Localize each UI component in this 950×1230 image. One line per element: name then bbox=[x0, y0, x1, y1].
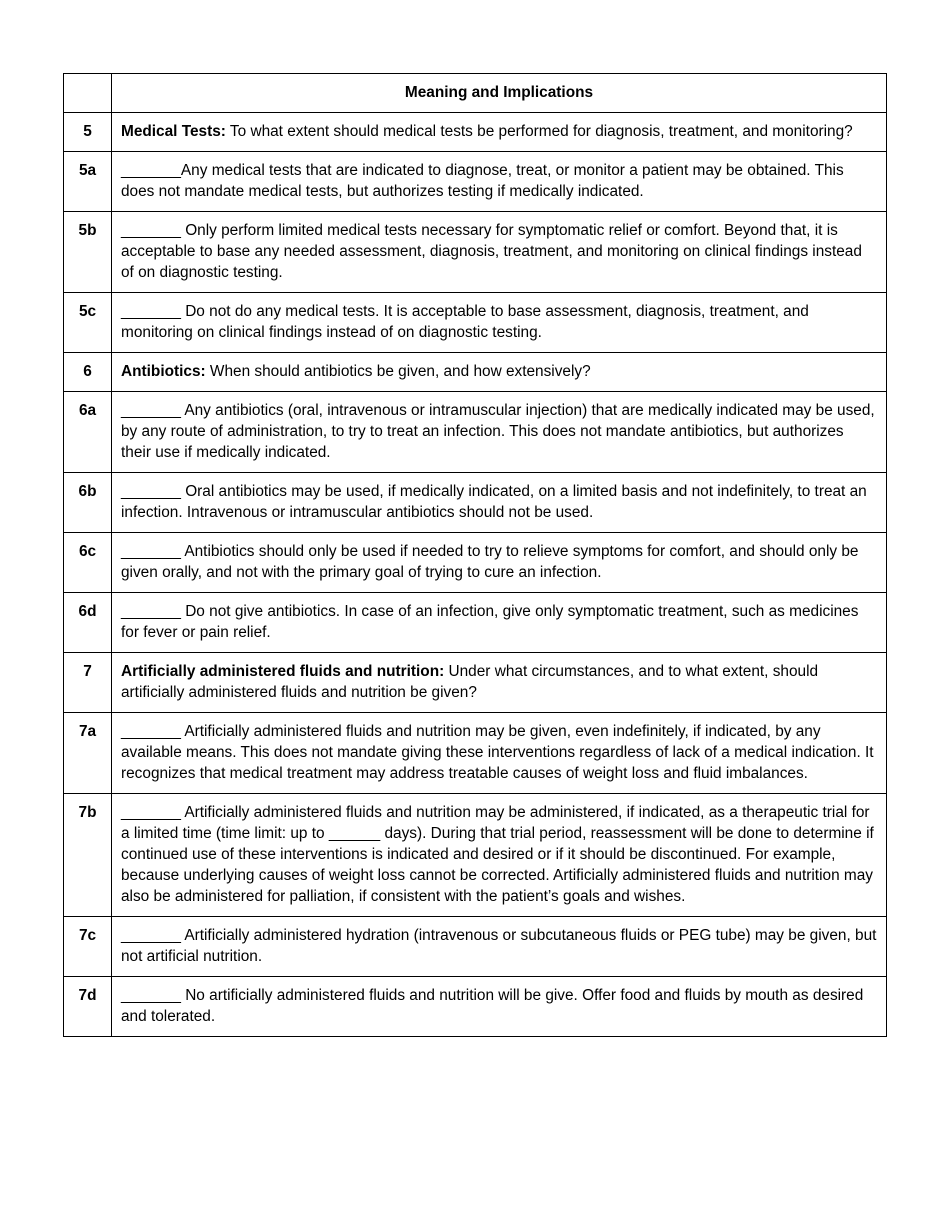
row-lead: Artificially administered fluids and nutrition: bbox=[121, 663, 445, 680]
row-text: When should antibiotics be given, and how extensively? bbox=[205, 363, 591, 380]
row-lead: Antibiotics: bbox=[121, 363, 206, 380]
row-number: 6a bbox=[64, 392, 112, 473]
row-number: 6b bbox=[64, 473, 112, 533]
row-text: _______ No artificially administered fluids and nutrition will be give. Offer food and fluids by mouth as desired and tolerated. bbox=[121, 987, 864, 1025]
row-text-cell bbox=[112, 533, 887, 593]
table-row bbox=[64, 353, 887, 392]
row-text: _______ Only perform limited medical tests necessary for symptomatic relief or comfort. Beyond that, it is acceptable to base any needed assessment, diagnosis, treatment, and monitoring on clinical findings instead of on diagnostic testing. bbox=[121, 222, 862, 281]
row-text-cell bbox=[112, 917, 887, 977]
row-text-cell bbox=[112, 293, 887, 353]
row-text: _______Any medical tests that are indicated to diagnose, treat, or monitor a patient may be obtained. This does not mandate medical tests, but authorizes testing if medically indicated. bbox=[121, 162, 844, 200]
table-row bbox=[64, 113, 887, 152]
row-text-cell bbox=[112, 593, 887, 653]
row-text: _______ Do not do any medical tests. It is acceptable to base assessment, diagnosis, treatment, and monitoring on clinical findings instead of on diagnostic testing. bbox=[121, 303, 809, 341]
table-row bbox=[64, 794, 887, 917]
table-row bbox=[64, 533, 887, 593]
row-text-cell bbox=[112, 212, 887, 293]
row-number: 5b bbox=[64, 212, 112, 293]
row-text: _______ Artificially administered fluids and nutrition may be given, even indefinitely, if indicated, by any available means. This does not mandate giving these interventions regardless of lack of a medical indication. It recognizes that medical treatment may address treatable causes of weight loss and fluid imbalances. bbox=[121, 723, 874, 782]
row-text: _______ Antibiotics should only be used if needed to try to relieve symptoms for comfort, and should only be given orally, and not with the primary goal of trying to cure an infection. bbox=[121, 543, 859, 581]
row-number: 7c bbox=[64, 917, 112, 977]
table-row bbox=[64, 713, 887, 794]
table-header-row bbox=[64, 74, 887, 113]
row-text-cell bbox=[112, 392, 887, 473]
row-text: _______ Artificially administered fluids and nutrition may be administered, if indicated, as a therapeutic trial for a limited time (time limit: up to ______ days). During that trial period, reassessment will be done to determine if continued use of these interventions is indicated and desired or if it should be discontinued. For example, because underlying causes of weight loss cannot be corrected. Artificially administered fluids and nutrition may also be administered for palliation, if consistent with the patient’s goals and wishes. bbox=[121, 804, 874, 905]
row-number: 5c bbox=[64, 293, 112, 353]
table-row bbox=[64, 293, 887, 353]
row-number: 7d bbox=[64, 977, 112, 1037]
row-text: _______ Oral antibiotics may be used, if medically indicated, on a limited basis and not indefinitely, to treat an infection. Intravenous or intramuscular antibiotics should not be used. bbox=[121, 483, 867, 521]
row-number: 6 bbox=[64, 353, 112, 392]
row-text-cell bbox=[112, 794, 887, 917]
row-number: 6c bbox=[64, 533, 112, 593]
row-text-cell bbox=[112, 473, 887, 533]
row-text-cell bbox=[112, 977, 887, 1037]
header-title-cell: Meaning and Implications bbox=[112, 74, 887, 113]
table-row bbox=[64, 212, 887, 293]
row-text-cell bbox=[112, 152, 887, 212]
row-lead: Medical Tests: bbox=[121, 123, 226, 140]
row-text: _______ Any antibiotics (oral, intravenous or intramuscular injection) that are medically indicated may be used, by any route of administration, to try to treat an infection. This does not mandate antibiotics, but authorizes their use if medically indicated. bbox=[121, 402, 875, 461]
table-row bbox=[64, 392, 887, 473]
row-text-cell bbox=[112, 653, 887, 713]
row-number: 7b bbox=[64, 794, 112, 917]
table-row bbox=[64, 593, 887, 653]
table-row bbox=[64, 473, 887, 533]
row-text: _______ Artificially administered hydration (intravenous or subcutaneous fluids or PEG tube) may be given, but not artificial nutrition. bbox=[121, 927, 877, 965]
row-text-cell bbox=[112, 713, 887, 794]
table-row bbox=[64, 653, 887, 713]
row-number: 7a bbox=[64, 713, 112, 794]
row-text: Under what circumstances, and to what extent, should artificially administered fluids and nutrition be given? bbox=[121, 663, 819, 701]
row-text-cell bbox=[112, 113, 887, 152]
row-text-cell bbox=[112, 353, 887, 392]
orders-table bbox=[63, 73, 887, 1037]
row-number: 5a bbox=[64, 152, 112, 212]
table-row bbox=[64, 917, 887, 977]
row-text: To what extent should medical tests be performed for diagnosis, treatment, and monitoring? bbox=[225, 123, 853, 140]
row-number: 6d bbox=[64, 593, 112, 653]
table-row bbox=[64, 152, 887, 212]
table-row bbox=[64, 977, 887, 1037]
row-number: 5 bbox=[64, 113, 112, 152]
row-number: 7 bbox=[64, 653, 112, 713]
header-num-cell bbox=[64, 74, 112, 113]
row-text: _______ Do not give antibiotics. In case of an infection, give only symptomatic treatment, such as medicines for fever or pain relief. bbox=[121, 603, 859, 641]
